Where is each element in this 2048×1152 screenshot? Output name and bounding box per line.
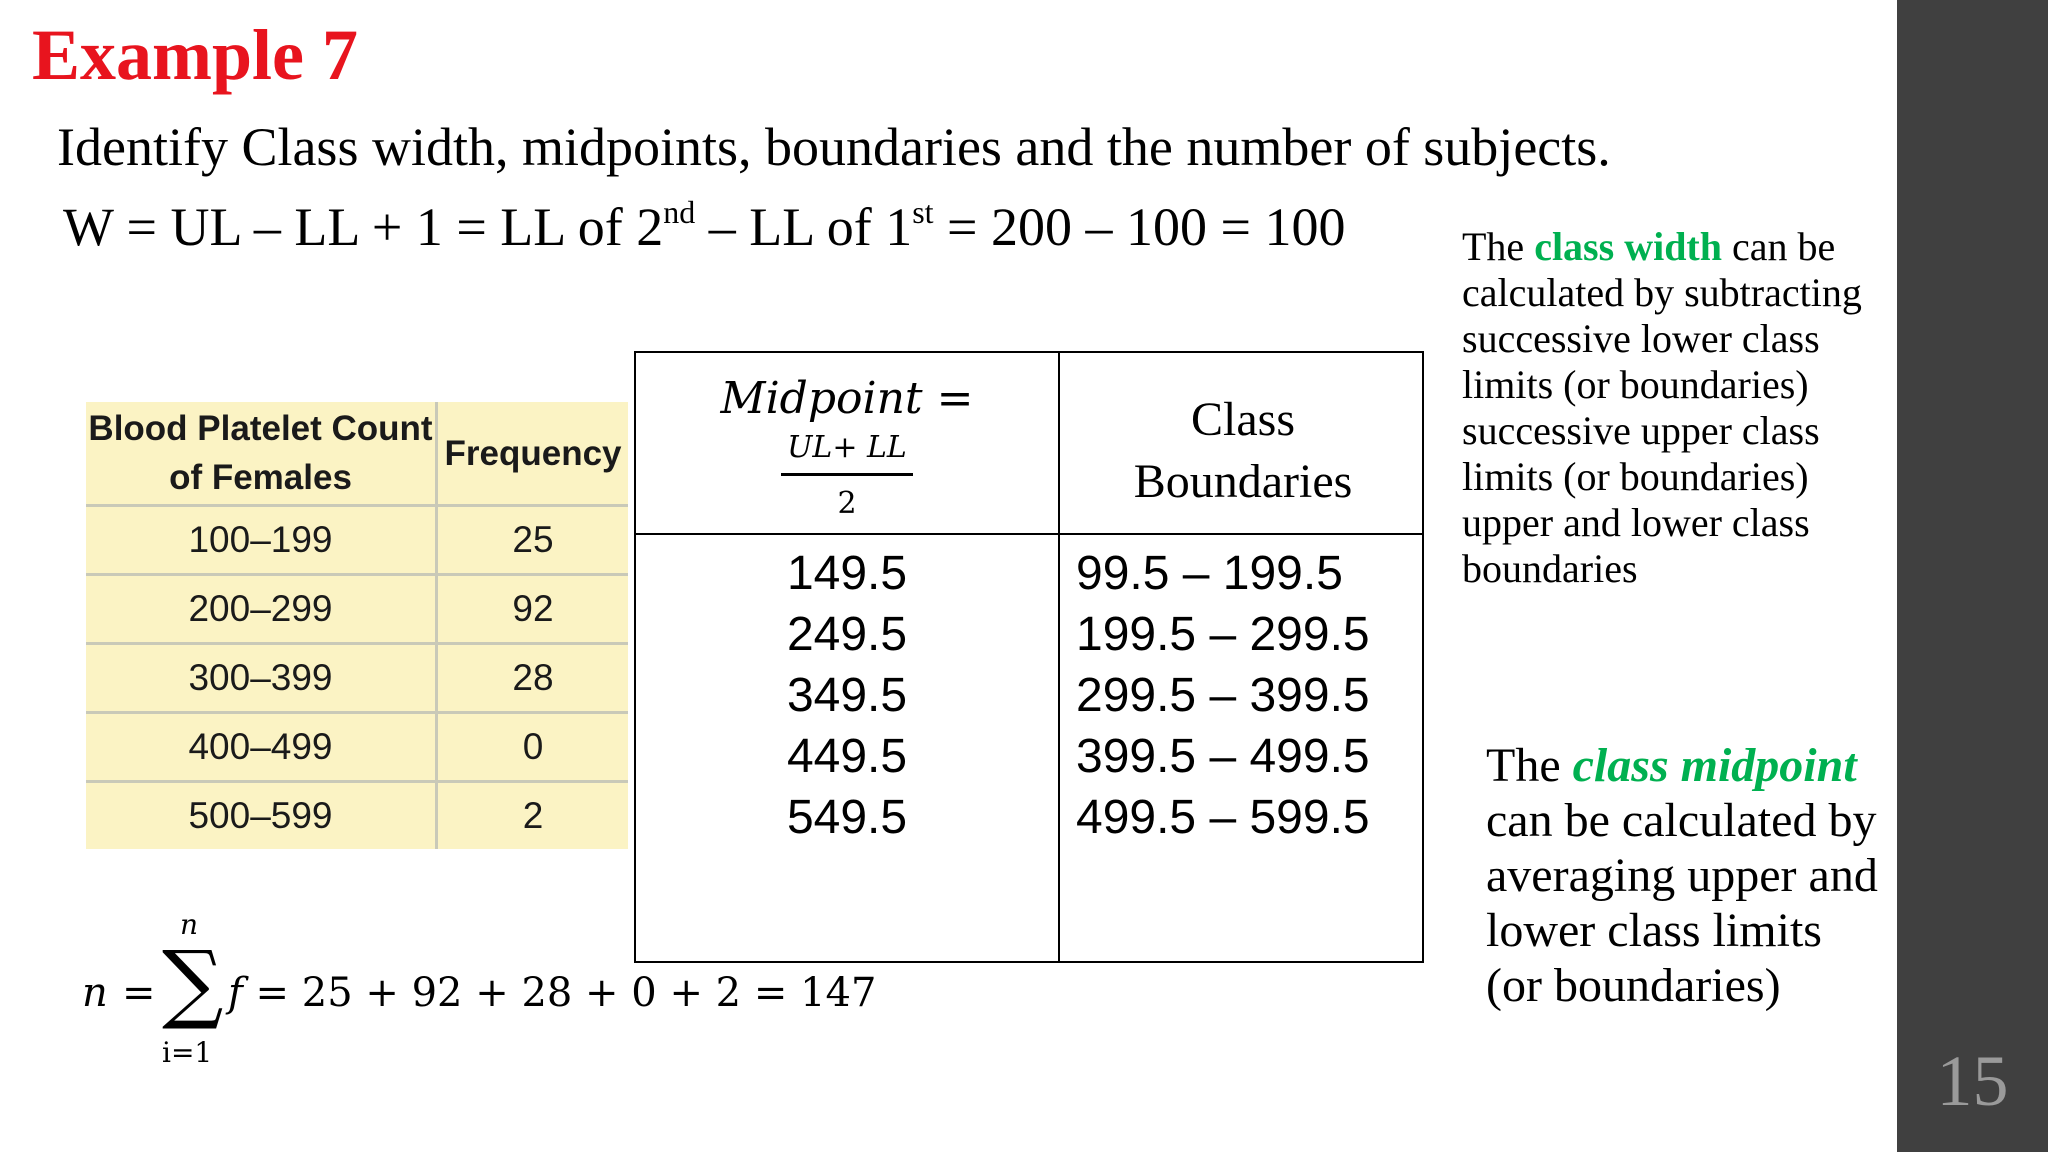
class-boundaries-header-line2: Boundaries <box>1133 455 1353 509</box>
header-platelet-line2: of Females <box>169 458 352 497</box>
sum-result: = 25 + 92 + 28 + 0 + 2 = 147 <box>242 970 877 1016</box>
midpoint-formula-header <box>636 373 1058 521</box>
table-row <box>86 575 628 644</box>
slide-number: 15 <box>1936 1041 2009 1121</box>
sum-equals: = <box>122 970 156 1016</box>
sum-lower-limit: i=1 <box>162 1036 213 1069</box>
cell-frequency: 92 <box>437 575 629 644</box>
header-platelet-line1: Blood Platelet Count <box>88 409 433 448</box>
table-row <box>86 782 628 850</box>
midpoint-boundary-table <box>634 351 1424 963</box>
class-midpoint-highlight: class midpoint <box>1572 739 1857 792</box>
cell-range: 100–199 <box>86 506 437 575</box>
sum-rhs <box>228 970 876 1016</box>
class-boundaries-header <box>1060 389 1426 514</box>
width-formula-sup-nd: nd <box>663 194 696 230</box>
boundary-value: 299.5 – 399.5 <box>1076 669 1370 722</box>
cell-frequency: 2 <box>437 782 629 850</box>
slide-sidebar <box>1897 0 2048 1152</box>
sigma-symbol: ∑ <box>162 933 224 1033</box>
cell-range: 400–499 <box>86 713 437 782</box>
table-row <box>86 644 628 713</box>
class-width-note-post: can be calculated by subtracting successive lower class limits (or boundaries) successive upper class limits (or boundaries) upper and lower class boundaries <box>1462 224 1862 591</box>
boundary-value: 199.5 – 299.5 <box>1076 608 1370 661</box>
midpoint-values <box>636 543 1058 848</box>
sum-f: f <box>228 970 243 1016</box>
midpoint-value: 249.5 <box>786 608 908 661</box>
boundary-value: 99.5 – 199.5 <box>1076 547 1343 600</box>
midpoint-denominator: 2 <box>837 486 857 521</box>
sum-lhs: n <box>82 970 108 1016</box>
header-frequency: Frequency <box>437 402 629 506</box>
header-platelet-count <box>86 402 437 506</box>
width-formula-sup-st: st <box>912 194 934 230</box>
slide-subtitle: Identify Class width, midpoints, boundaries and the number of subjects. <box>57 117 1611 177</box>
class-midpoint-note-pre: The <box>1486 739 1573 792</box>
midpoint-fraction <box>781 430 913 521</box>
frequency-table-header-row <box>86 402 628 506</box>
boundary-value: 399.5 – 499.5 <box>1076 730 1370 783</box>
cell-range: 300–399 <box>86 644 437 713</box>
cell-frequency: 25 <box>437 506 629 575</box>
frequency-table <box>86 402 628 849</box>
table-row <box>86 506 628 575</box>
width-formula-part3: = 200 – 100 = 100 <box>933 197 1346 257</box>
class-width-highlight: class width <box>1534 224 1722 269</box>
class-boundaries-header-line1: Class <box>1190 393 1295 446</box>
width-formula-part1: W = UL – LL + 1 = LL of 2 <box>63 197 664 257</box>
cell-range: 500–599 <box>86 782 437 850</box>
midpoint-value: 149.5 <box>786 547 908 600</box>
sum-formula <box>82 908 877 1069</box>
slide-title: Example 7 <box>32 15 359 95</box>
class-midpoint-note <box>1486 738 1886 1013</box>
midpoint-numerator: UL+ LL <box>781 430 913 476</box>
midpoint-value: 549.5 <box>786 791 908 844</box>
class-width-formula <box>63 196 1345 258</box>
cell-frequency: 28 <box>437 644 629 713</box>
class-width-note-pre: The <box>1462 224 1535 269</box>
table-row <box>86 713 628 782</box>
midpoint-formula-lhs: Midpoint = <box>720 373 974 424</box>
midpoint-value: 349.5 <box>786 669 908 722</box>
boundary-values <box>1076 543 1426 848</box>
midpoint-value: 449.5 <box>786 730 908 783</box>
cell-frequency: 0 <box>437 713 629 782</box>
cell-range: 200–299 <box>86 575 437 644</box>
class-width-note <box>1462 224 1882 592</box>
boundary-value: 499.5 – 599.5 <box>1076 791 1370 844</box>
sum-upper-limit: n <box>180 908 199 941</box>
class-midpoint-note-post: can be calculated by averaging upper and lower class limits (or boundaries) <box>1486 794 1878 1012</box>
width-formula-part2: – LL of 1 <box>695 197 913 257</box>
table-divider-horizontal <box>636 533 1422 535</box>
